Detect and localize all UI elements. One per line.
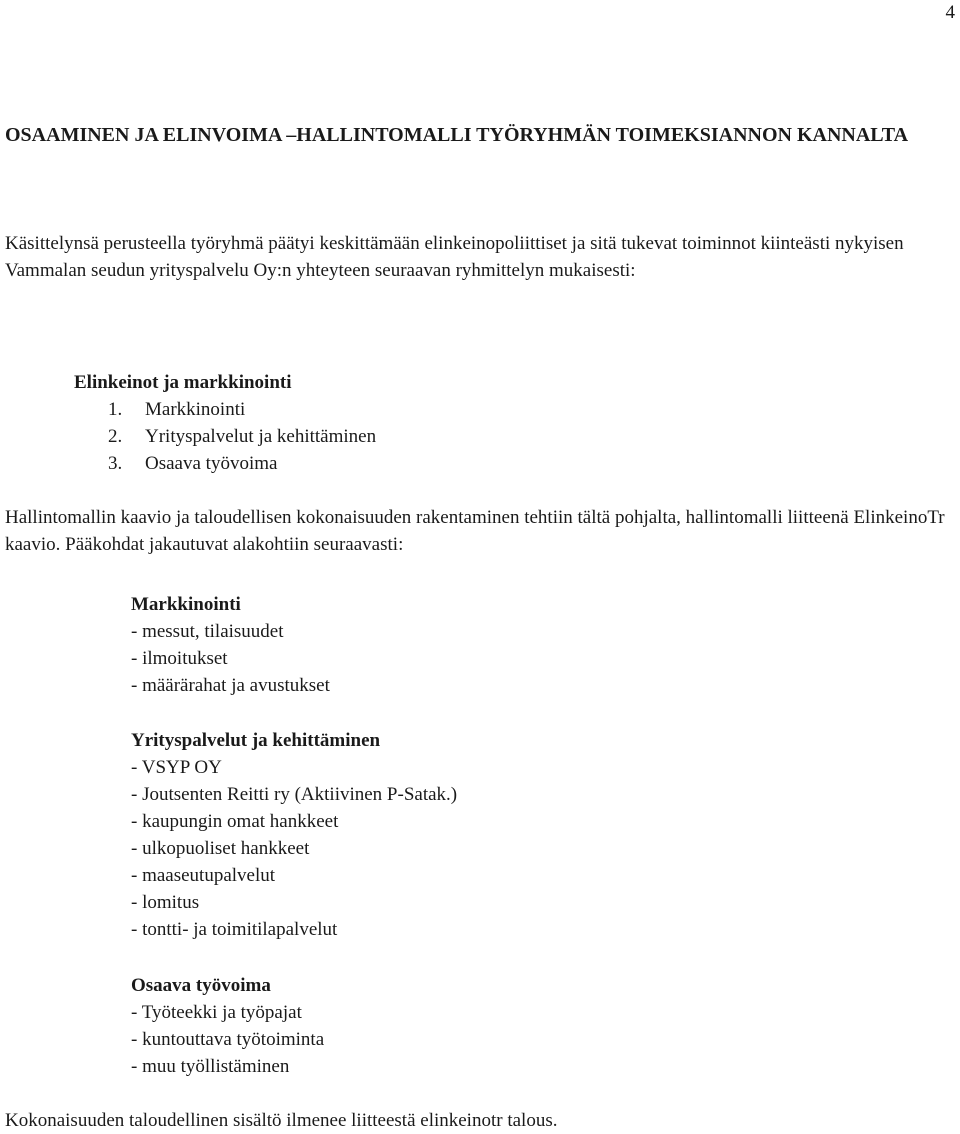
list-item: - ilmoitukset	[131, 648, 228, 669]
list-item	[74, 423, 376, 450]
list-item: - kuntouttava työtoiminta	[131, 1029, 325, 1050]
intro-paragraph: Käsittelynsä perusteella työryhmä päätyi keskittämään elinkeinopoliittiset ja sitä tukevat toiminnot kiinteästi nykyisen Vammalan seudun yrityspalvelu Oy:n yhteyteen seuraavan ryhmittelyn mukaisesti:	[5, 233, 904, 281]
category-markkinointi	[131, 591, 330, 699]
category-osaava-tyovoima	[131, 972, 324, 1080]
list-item: - määrärahat ja avustukset	[131, 675, 330, 696]
grouping-list	[74, 369, 376, 477]
list-item-label: Yrityspalvelut ja kehittäminen	[145, 426, 377, 447]
middle-paragraph: Hallintomallin kaavio ja taloudellisen kokonaisuuden rakentaminen tehtiin tältä pohjalta, hallintomalli liitteenä ElinkeinoTr kaavio. Pääkohdat jakautuvat alakohtiin seuraavasti:	[5, 507, 945, 555]
list-item: - Työteekki ja työpajat	[131, 1002, 302, 1023]
list-item-label: Osaava työvoima	[145, 453, 278, 474]
closing-paragraph: Kokonaisuuden taloudellinen sisältö ilmenee liitteestä elinkeinotr talous.	[5, 1110, 558, 1131]
category-title: Osaava työvoima	[131, 975, 271, 996]
list-item: - maaseutupalvelut	[131, 865, 276, 886]
grouping-title: Elinkeinot ja markkinointi	[74, 372, 292, 393]
list-item: - muu työllistäminen	[131, 1056, 290, 1077]
list-item: - VSYP OY	[131, 757, 222, 778]
list-item-number: 1.	[108, 399, 123, 420]
list-item	[74, 396, 376, 423]
list-item-label: Markkinointi	[145, 399, 246, 420]
list-item: - kaupungin omat hankkeet	[131, 811, 339, 832]
list-item: - lomitus	[131, 892, 200, 913]
page-number: 4	[945, 2, 955, 23]
page-title: OSAAMINEN JA ELINVOIMA –HALLINTOMALLI TYÖRYHMÄN TOIMEKSIANNON KANNALTA	[5, 124, 909, 146]
category-title: Markkinointi	[131, 594, 241, 615]
list-item-number: 2.	[108, 426, 123, 447]
list-item-number: 3.	[108, 453, 123, 474]
list-item: - ulkopuoliset hankkeet	[131, 838, 310, 859]
list-item: - Joutsenten Reitti ry (Aktiivinen P-Satak.)	[131, 784, 458, 805]
category-title: Yrityspalvelut ja kehittäminen	[131, 730, 381, 751]
list-item	[74, 450, 376, 477]
list-item: - messut, tilaisuudet	[131, 621, 284, 642]
list-item: - tontti- ja toimitilapalvelut	[131, 919, 338, 940]
category-yrityspalvelut	[131, 727, 457, 943]
